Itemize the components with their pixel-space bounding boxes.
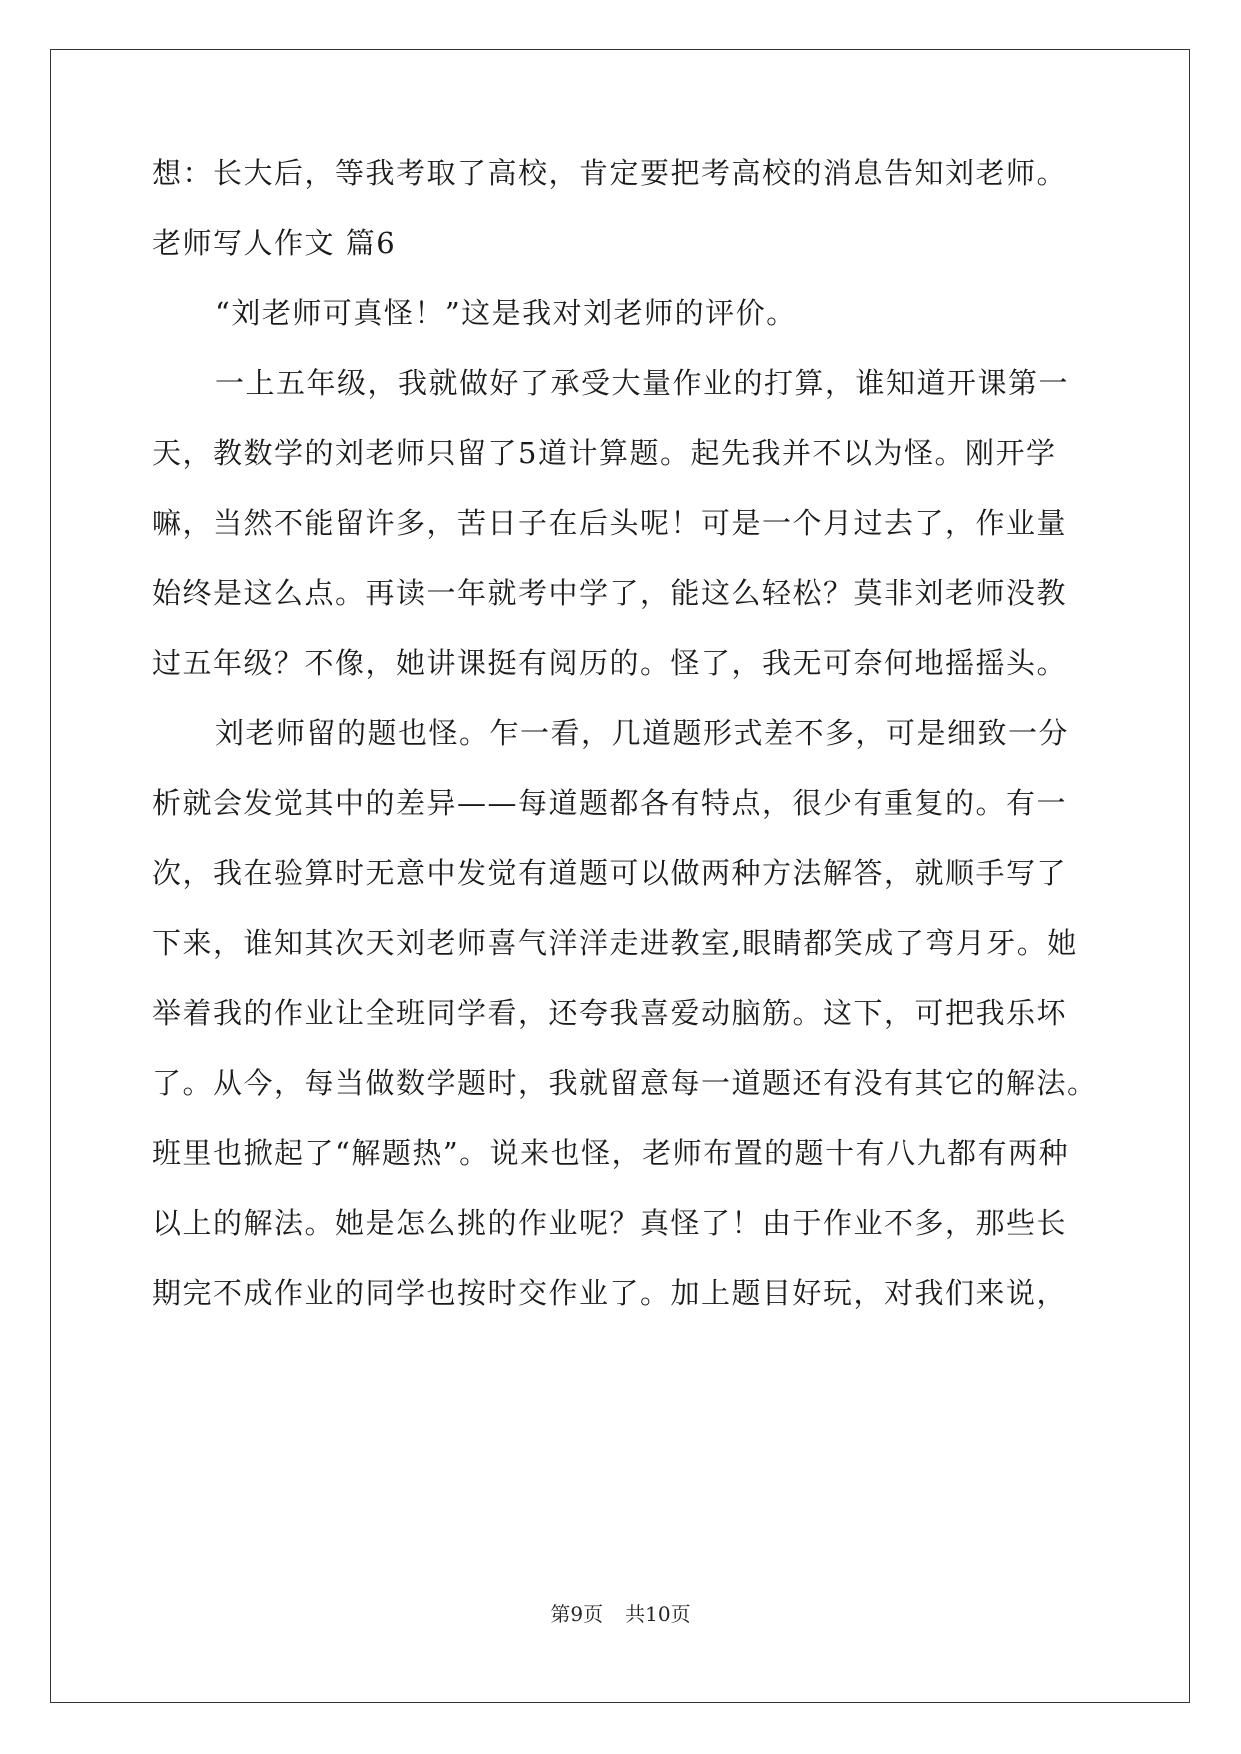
text-line: 以上的解法。她是怎么挑的作业呢？真怪了！由于作业不多，那些长 [152,1206,1068,1240]
text-line: 想：长大后，等我考取了高校，肯定要把考高校的消息告知刘老师。 [152,156,1068,190]
text-line: 班里也掀起了“解题热”。说来也怪，老师布置的题十有八九都有两种 [152,1136,1070,1170]
section-heading: 老师写人作文 篇6 [152,226,397,260]
text-line: 一上五年级，我就做好了承受大量作业的打算，谁知道开课第一 [215,366,1070,400]
text-line: 天，教数学的刘老师只留了5道计算题。起先我并不以为怪。刚开学 [152,436,1057,470]
text-line: 次，我在验算时无意中发觉有道题可以做两种方法解答，就顺手写了 [152,856,1068,890]
text-line: 举着我的作业让全班同学看，还夸我喜爱动脑筋。这下，可把我乐坏 [152,996,1068,1030]
text-line: 过五年级？不像，她讲课挺有阅历的。怪了，我无可奈何地摇摇头。 [152,646,1068,680]
page-footer [0,1598,1241,1627]
page-total: 共10页 [625,1602,691,1626]
text-line: 析就会发觉其中的差异——每道题都各有特点，很少有重复的。有一 [152,786,1068,820]
text-line: 了。从今，每当做数学题时，我就留意每一道题还有没有其它的解法。 [152,1066,1098,1100]
text-line: 嘛，当然不能留许多，苦日子在后头呢！可是一个月过去了，作业量 [152,506,1068,540]
text-line: 始终是这么点。再读一年就考中学了，能这么轻松？莫非刘老师没教 [152,576,1068,610]
text-line: “刘老师可真怪！”这是我对刘老师的评价。 [215,296,797,330]
text-line: 期完不成作业的同学也按时交作业了。加上题目好玩，对我们来说， [152,1276,1068,1310]
text-line: 刘老师留的题也怪。乍一看，几道题形式差不多，可是细致一分 [215,716,1070,750]
text-line: 下来，谁知其次天刘老师喜气洋洋走进教室,眼睛都笑成了弯月牙。她 [152,926,1078,960]
page-number: 第9页 [550,1602,604,1626]
